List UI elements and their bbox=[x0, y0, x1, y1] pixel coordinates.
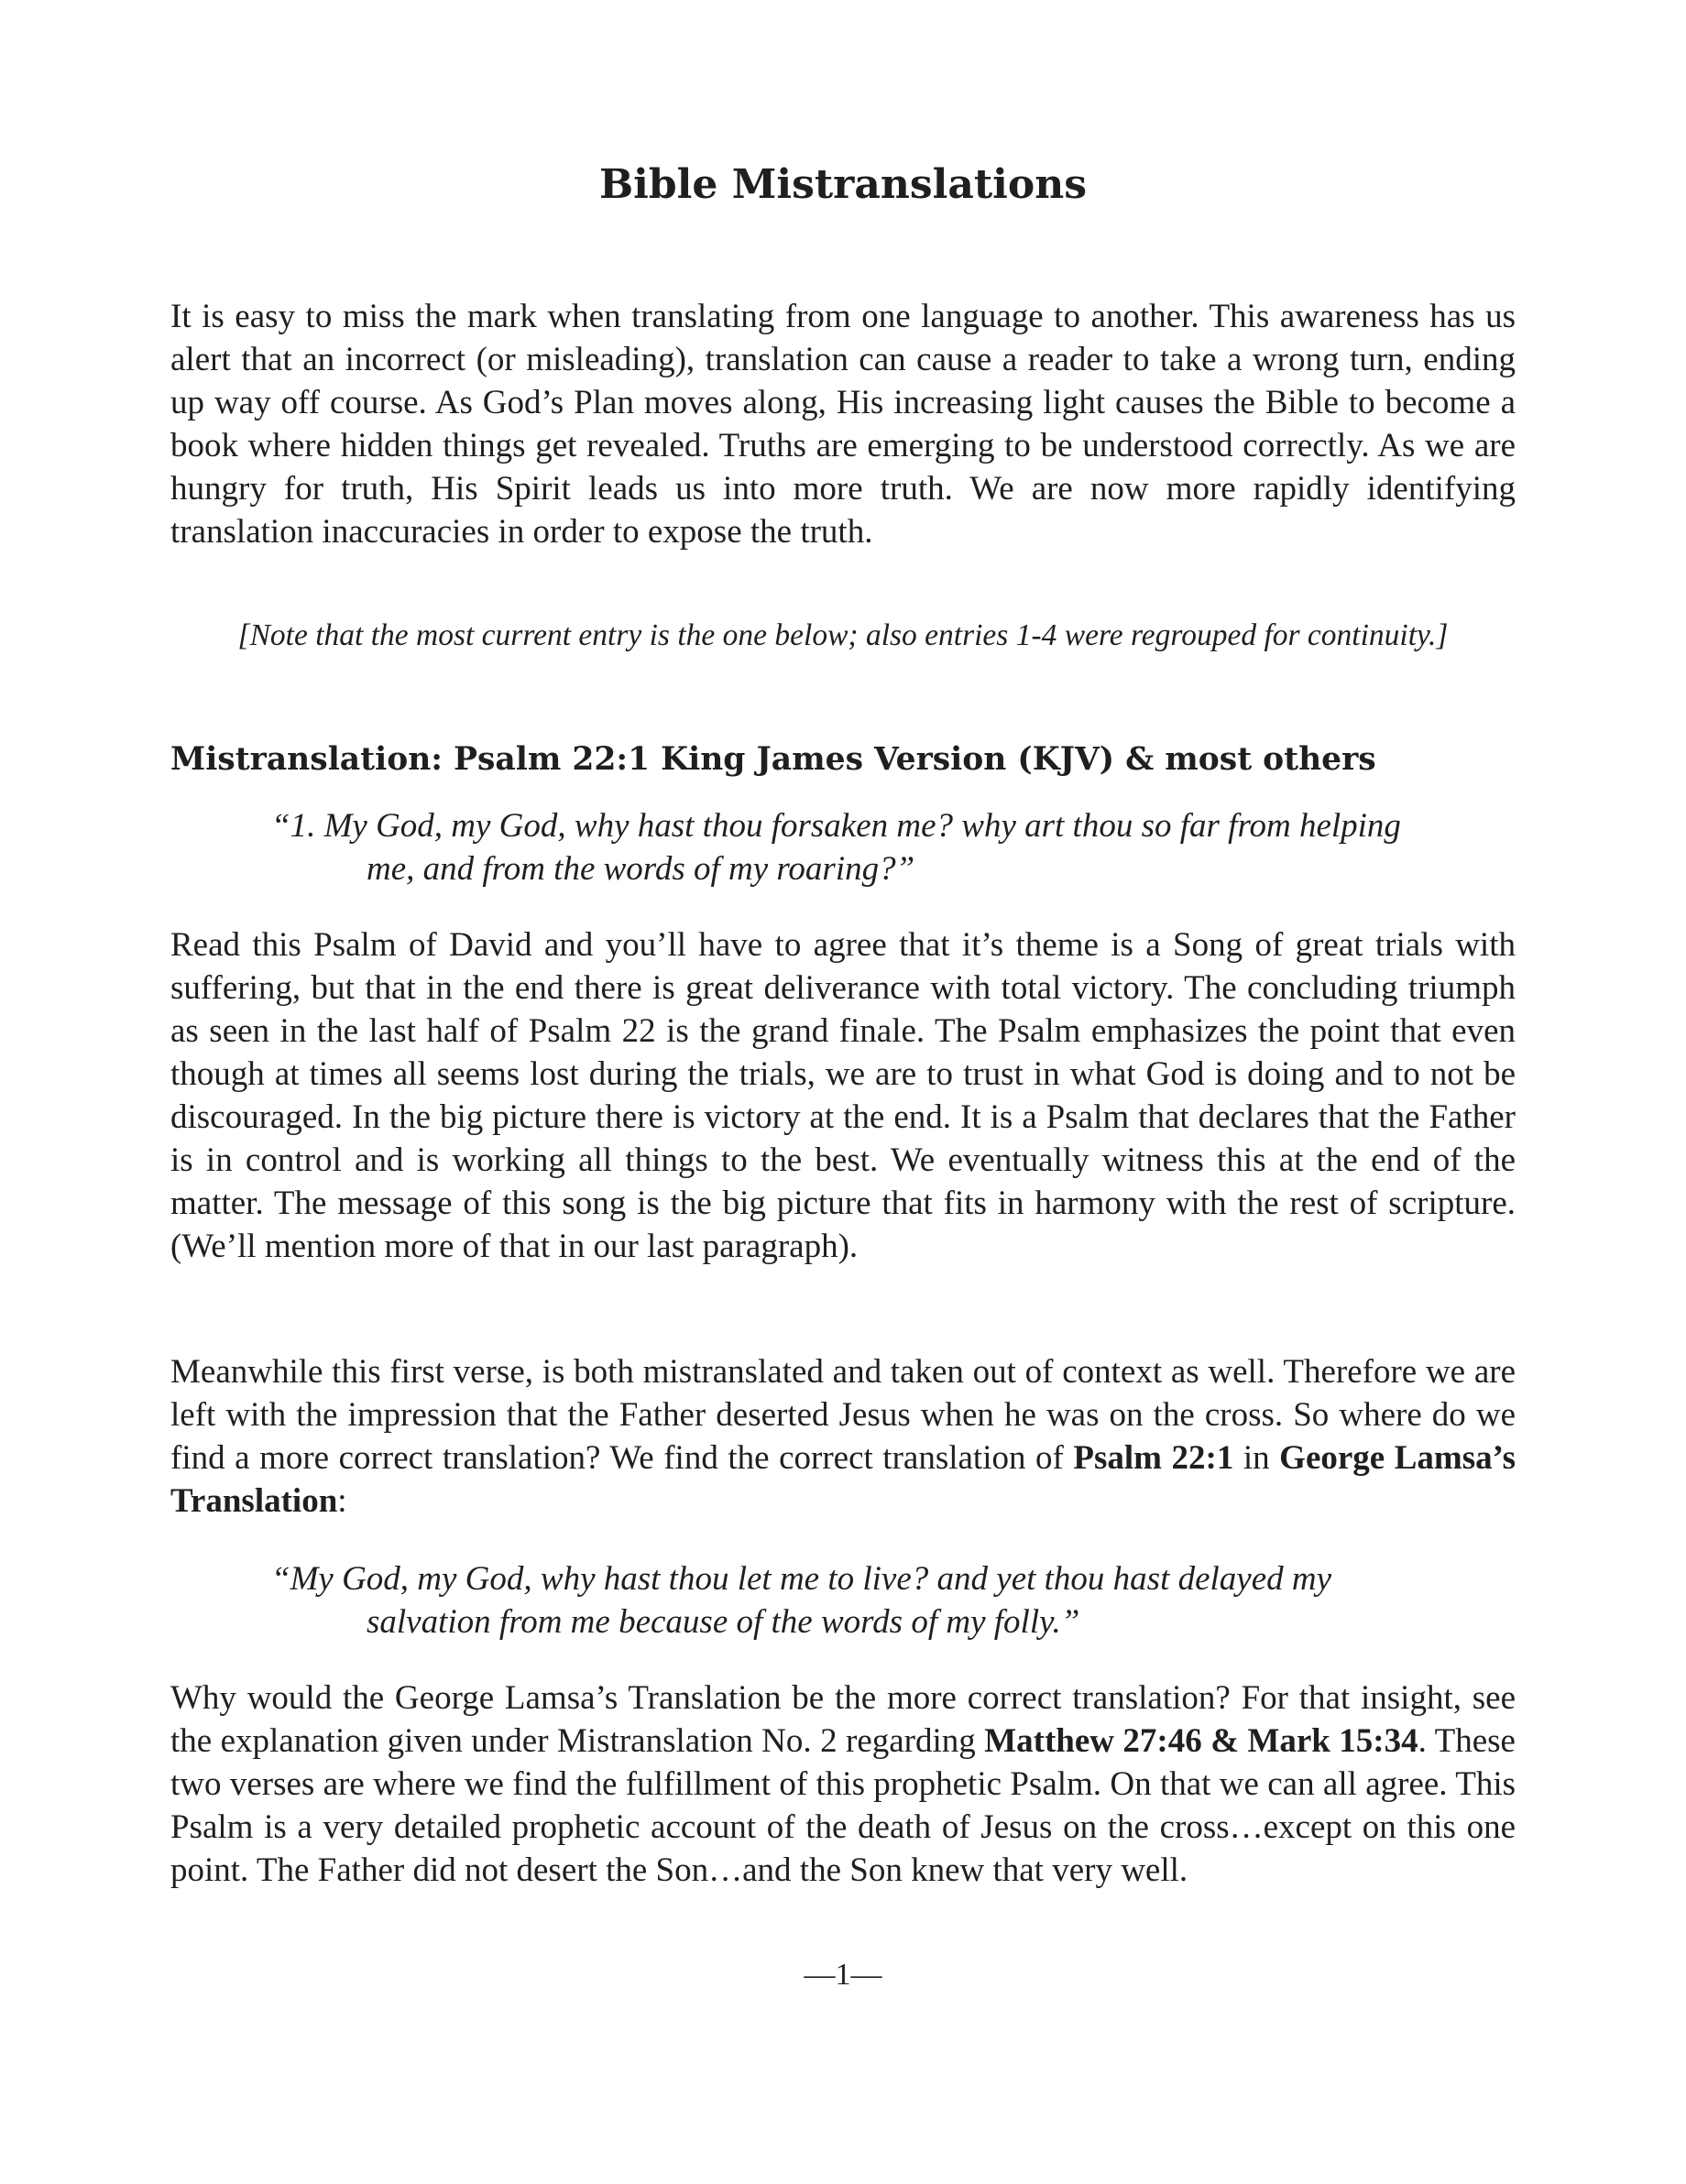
kjv-quote bbox=[271, 804, 1426, 890]
kjv-quote-line1: “1. My God, my God, why hast thou forsaken me? why art thou so far from helping bbox=[271, 807, 1401, 845]
lamsa-quote bbox=[271, 1557, 1426, 1643]
explanation-paragraph bbox=[170, 1676, 1516, 1892]
section-heading: Mistranslation: Psalm 22:1 King James Version (KJV) & most others bbox=[170, 741, 1376, 778]
explanation-end-text: . These two verses are where we find the fulfillment of this prophetic Psalm. On that we can all agree. This Psalm is a very detailed prophetic account of the death of Jesus on the cross…except on this one point. The Father did not desert the Son…and the Son knew that very well. bbox=[170, 1722, 1516, 1889]
mistranslation-text: Meanwhile this first verse, is both mistranslated and taken out of context as well. Therefore we are left with the impression that the Father deserted Jesus when he was on the cross. So where do we find a more correct translation? We find the correct translation of bbox=[170, 1353, 1516, 1477]
psalm-theme-paragraph: Read this Psalm of David and you’ll have to agree that it’s theme is a Song of great trials with suffering, but that in the end there is great deliverance with total victory. The concluding triumph as seen in the last half of Psalm 22 is the grand finale. The Psalm emphasizes the point that even though at times all seems lost during the trials, we are to trust in what God is doing and to not be discouraged. In the big picture there is victory at the end. It is a Psalm that declares that the Father is in control and is working all things to the best. We eventually witness this at the end of the matter. The message of this song is the big picture that fits in harmony with the rest of scripture. (We’ll mention more of that in our last paragraph). bbox=[170, 926, 1516, 1265]
verse-reference: Psalm 22:1 bbox=[1073, 1439, 1234, 1477]
page-title: Bible Mistranslations bbox=[598, 161, 1088, 208]
page-number: —1— bbox=[804, 1958, 882, 1992]
explanation-text: Why would the George Lamsa’s Translation be the more correct translation? For that insight, see the explanation given under Mistranslation No. 2 regarding bbox=[170, 1679, 1516, 1760]
translation-source: George Lamsa’s Translation bbox=[170, 1439, 1516, 1520]
connector-text: in bbox=[1233, 1439, 1280, 1477]
document-page bbox=[170, 0, 1516, 2184]
lamsa-quote-line2: salvation from me because of the words of my folly.” bbox=[367, 1603, 1080, 1641]
colon-text: : bbox=[337, 1482, 347, 1520]
intro-paragraph: It is easy to miss the mark when translating from one language to another. This awareness has us alert that an incorrect (or misleading), translation can cause a reader to take a wrong turn, ending up way off course. As God’s Plan moves along, His increasing light causes the Bible to become a book where hidden things get revealed. Truths are emerging to be understood correctly. As we are hungry for truth, His Spirit leads us into more truth. We are now more rapidly identifying translation inaccuracies in order to expose the truth. bbox=[170, 298, 1516, 551]
lamsa-quote-line1: “My God, my God, why hast thou let me to live? and yet thou hast delayed my bbox=[271, 1560, 1332, 1598]
editor-note: [Note that the most current entry is the one below; also entries 1-4 were regrouped for continuity.] bbox=[237, 618, 1449, 652]
gospel-reference: Matthew 27:46 & Mark 15:34 bbox=[984, 1722, 1418, 1760]
kjv-quote-line2: me, and from the words of my roaring?” bbox=[367, 850, 915, 888]
mistranslation-paragraph bbox=[170, 1350, 1516, 1523]
